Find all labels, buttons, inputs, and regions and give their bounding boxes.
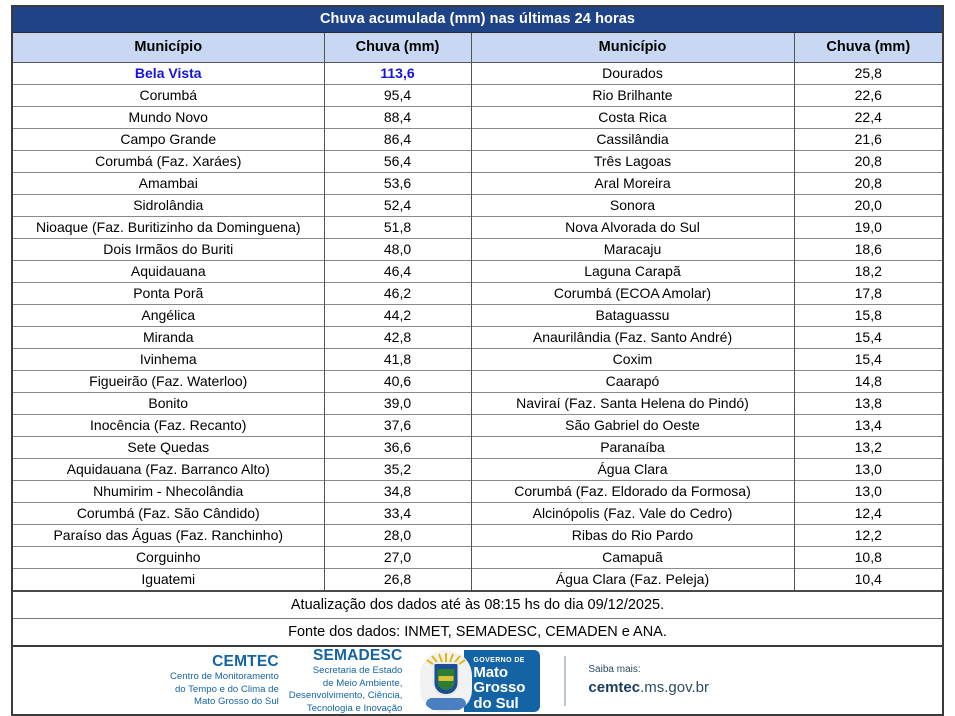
- state-crest-icon: [420, 650, 472, 712]
- cell-chuva-right: 10,4: [794, 569, 942, 592]
- cell-municipio-right: Dourados: [471, 63, 794, 85]
- cell-municipio-left: Angélica: [13, 305, 324, 327]
- table-title-row: [13, 7, 942, 33]
- website-label: Saiba mais:: [588, 664, 641, 676]
- cell-municipio-right: Corumbá (ECOA Amolar): [471, 283, 794, 305]
- crest-shield-bar: [439, 676, 454, 681]
- cell-chuva-left: 33,4: [324, 503, 471, 525]
- semadesc-subtitle-line3: Desenvolvimento, Ciência,: [288, 690, 403, 702]
- cell-municipio-right: Água Clara: [471, 459, 794, 481]
- cell-chuva-right: 13,0: [794, 481, 942, 503]
- cell-municipio-left: Mundo Novo: [13, 107, 324, 129]
- cell-chuva-left: 27,0: [324, 547, 471, 569]
- cell-chuva-left: 34,8: [324, 481, 471, 503]
- cell-municipio-left: Aquidauana (Faz. Barranco Alto): [13, 459, 324, 481]
- semadesc-name: SEMADESC: [312, 647, 403, 664]
- semadesc-subtitle-line1: Secretaria de Estado: [312, 665, 403, 676]
- governo-line1: Mato: [473, 663, 508, 681]
- cell-chuva-right: 13,4: [794, 415, 942, 437]
- cell-municipio-left: Corumbá: [13, 85, 324, 107]
- table-row: [13, 107, 942, 129]
- cell-municipio-right: Anaurilândia (Faz. Santo André): [471, 327, 794, 349]
- cell-municipio-left: Sete Quedas: [13, 437, 324, 459]
- cell-chuva-left: 51,8: [324, 217, 471, 239]
- semadesc-subtitle-line2: de Meio Ambiente,: [322, 677, 403, 689]
- cell-municipio-left: Corumbá (Faz. São Cândido): [13, 503, 324, 525]
- column-header-row: [13, 33, 942, 63]
- cell-municipio-right: Três Lagoas: [471, 151, 794, 173]
- table-row: [13, 503, 942, 525]
- crest-ribbon-icon: [426, 698, 466, 710]
- cell-municipio-left: Iguatemi: [13, 569, 324, 592]
- table-row: [13, 173, 942, 195]
- cell-municipio-left: Ivinhema: [13, 349, 324, 371]
- crest-shield-icon: [433, 662, 460, 696]
- cell-chuva-left: 44,2: [324, 305, 471, 327]
- cell-municipio-right: Alcinópolis (Faz. Vale do Cedro): [471, 503, 794, 525]
- cell-municipio-right: Naviraí (Faz. Santa Helena do Pindó): [471, 393, 794, 415]
- cemtec-name: CEMTEC: [212, 653, 279, 671]
- cell-chuva-left: 113,6: [324, 63, 471, 85]
- logo-group: [170, 647, 709, 714]
- table-row: [13, 547, 942, 569]
- cemtec-subtitle-line1: Centro de Monitoramento: [170, 671, 279, 683]
- table-row: [13, 415, 942, 437]
- cell-chuva-right: 20,0: [794, 195, 942, 217]
- governo-text-block: [464, 650, 540, 712]
- governo-line2: Grosso: [473, 679, 526, 697]
- page-title: Chuva acumulada (mm) nas últimas 24 horas: [13, 7, 942, 33]
- cell-municipio-right: Aral Moreira: [471, 173, 794, 195]
- governo-prefix: GOVERNO DE: [473, 656, 525, 664]
- cell-chuva-left: 26,8: [324, 569, 471, 592]
- cell-chuva-right: 12,2: [794, 525, 942, 547]
- table-row: [13, 481, 942, 503]
- table-row: [13, 151, 942, 173]
- cell-chuva-right: 17,8: [794, 283, 942, 305]
- cell-chuva-right: 15,8: [794, 305, 942, 327]
- cell-chuva-right: 20,8: [794, 151, 942, 173]
- cell-municipio-left: Paraíso das Águas (Faz. Ranchinho): [13, 525, 324, 547]
- website-block: [588, 664, 709, 697]
- column-header-chuva-right: Chuva (mm): [794, 33, 942, 63]
- cell-municipio-left: Bonito: [13, 393, 324, 415]
- cell-chuva-left: 46,4: [324, 261, 471, 283]
- cell-municipio-left: Nhumirim - Nhecolândia: [13, 481, 324, 503]
- cell-municipio-right: Laguna Carapã: [471, 261, 794, 283]
- cell-municipio-left: Aquidauana: [13, 261, 324, 283]
- cell-chuva-left: 42,8: [324, 327, 471, 349]
- column-header-municipio-right: Município: [471, 33, 794, 63]
- cell-chuva-right: 14,8: [794, 371, 942, 393]
- cell-municipio-left: Miranda: [13, 327, 324, 349]
- cell-municipio-right: Água Clara (Faz. Peleja): [471, 569, 794, 592]
- column-header-chuva-left: Chuva (mm): [324, 33, 471, 63]
- cell-municipio-right: Costa Rica: [471, 107, 794, 129]
- table-row: [13, 85, 942, 107]
- table-row: [13, 195, 942, 217]
- cell-municipio-right: Rio Brilhante: [471, 85, 794, 107]
- table-head: [13, 7, 942, 63]
- cell-chuva-right: 15,4: [794, 327, 942, 349]
- logo-footer-bar: [11, 647, 944, 716]
- update-note-row: [13, 591, 942, 619]
- cemtec-subtitle-line2: do Tempo e do Clima de: [174, 683, 279, 695]
- cell-municipio-right: Caarapó: [471, 371, 794, 393]
- rainfall-table: [13, 7, 942, 645]
- cell-municipio-right: Cassilândia: [471, 129, 794, 151]
- cell-municipio-right: Coxim: [471, 349, 794, 371]
- cell-municipio-right: Camapuã: [471, 547, 794, 569]
- cell-chuva-left: 86,4: [324, 129, 471, 151]
- cell-municipio-right: Paranaíba: [471, 437, 794, 459]
- cemtec-subtitle-line3: Mato Grosso do Sul: [194, 696, 279, 708]
- cell-municipio-right: Bataguassu: [471, 305, 794, 327]
- table-row: [13, 349, 942, 371]
- cell-municipio-right: Corumbá (Faz. Eldorado da Formosa): [471, 481, 794, 503]
- cell-chuva-right: 15,4: [794, 349, 942, 371]
- cell-municipio-left: Inocência (Faz. Recanto): [13, 415, 324, 437]
- cemtec-logo: [170, 653, 289, 708]
- governo-line3: do Sul: [473, 694, 519, 712]
- semadesc-subtitle-line4: Tecnologia e Inovação: [306, 702, 403, 714]
- cell-municipio-left: Campo Grande: [13, 129, 324, 151]
- cell-chuva-right: 13,0: [794, 459, 942, 481]
- rainfall-table-container: [11, 5, 944, 647]
- table-row: [13, 283, 942, 305]
- website-url-rest: .ms.gov.br: [640, 678, 709, 696]
- cell-municipio-right: Maracaju: [471, 239, 794, 261]
- table-row: [13, 569, 942, 592]
- table-foot: [13, 591, 942, 645]
- cell-chuva-left: 46,2: [324, 283, 471, 305]
- website-url[interactable]: [588, 679, 709, 698]
- cell-chuva-right: 10,8: [794, 547, 942, 569]
- cell-chuva-right: 19,0: [794, 217, 942, 239]
- table-row: [13, 459, 942, 481]
- cell-chuva-right: 13,2: [794, 437, 942, 459]
- table-row: [13, 305, 942, 327]
- website-url-bold: cemtec: [588, 678, 641, 696]
- update-note: Atualização dos dados até às 08:15 hs do dia 09/12/2025.: [13, 591, 942, 619]
- cell-chuva-left: 41,8: [324, 349, 471, 371]
- cell-chuva-right: 25,8: [794, 63, 942, 85]
- cell-chuva-left: 95,4: [324, 85, 471, 107]
- cell-municipio-left: Dois Irmãos do Buriti: [13, 239, 324, 261]
- cell-municipio-right: Sonora: [471, 195, 794, 217]
- cell-municipio-left: Bela Vista: [13, 63, 324, 85]
- table-body: [13, 63, 942, 592]
- cell-municipio-right: Nova Alvorada do Sul: [471, 217, 794, 239]
- cell-chuva-right: 18,6: [794, 239, 942, 261]
- cell-chuva-right: 21,6: [794, 129, 942, 151]
- cell-chuva-left: 40,6: [324, 371, 471, 393]
- table-row: [13, 437, 942, 459]
- cell-chuva-right: 22,4: [794, 107, 942, 129]
- cell-chuva-left: 88,4: [324, 107, 471, 129]
- table-row: [13, 261, 942, 283]
- cell-municipio-left: Nioaque (Faz. Buritizinho da Dominguena): [13, 217, 324, 239]
- cell-chuva-left: 36,6: [324, 437, 471, 459]
- governo-ms-logo: [420, 650, 540, 712]
- cell-chuva-right: 13,8: [794, 393, 942, 415]
- table-row: [13, 371, 942, 393]
- cell-municipio-right: Ribas do Rio Pardo: [471, 525, 794, 547]
- cell-municipio-right: São Gabriel do Oeste: [471, 415, 794, 437]
- cell-municipio-left: Corguinho: [13, 547, 324, 569]
- cell-municipio-left: Sidrolândia: [13, 195, 324, 217]
- cell-chuva-left: 28,0: [324, 525, 471, 547]
- cell-chuva-right: 12,4: [794, 503, 942, 525]
- cell-chuva-left: 37,6: [324, 415, 471, 437]
- source-note-row: [13, 619, 942, 646]
- table-row: [13, 63, 942, 85]
- cell-municipio-left: Corumbá (Faz. Xaráes): [13, 151, 324, 173]
- cell-chuva-left: 53,6: [324, 173, 471, 195]
- cell-municipio-left: Amambai: [13, 173, 324, 195]
- cell-chuva-left: 52,4: [324, 195, 471, 217]
- table-row: [13, 525, 942, 547]
- cell-chuva-right: 20,8: [794, 173, 942, 195]
- cell-municipio-left: Figueirão (Faz. Waterloo): [13, 371, 324, 393]
- cell-municipio-left: Ponta Porã: [13, 283, 324, 305]
- table-row: [13, 129, 942, 151]
- cell-chuva-left: 39,0: [324, 393, 471, 415]
- semadesc-logo: [289, 647, 413, 714]
- column-header-municipio-left: Município: [13, 33, 324, 63]
- cell-chuva-left: 56,4: [324, 151, 471, 173]
- cell-chuva-right: 22,6: [794, 85, 942, 107]
- cell-chuva-left: 48,0: [324, 239, 471, 261]
- logo-divider: [564, 656, 566, 706]
- table-row: [13, 217, 942, 239]
- cell-chuva-left: 35,2: [324, 459, 471, 481]
- cell-chuva-right: 18,2: [794, 261, 942, 283]
- table-row: [13, 327, 942, 349]
- table-row: [13, 239, 942, 261]
- table-row: [13, 393, 942, 415]
- source-note: Fonte dos dados: INMET, SEMADESC, CEMADEN e ANA.: [13, 619, 942, 646]
